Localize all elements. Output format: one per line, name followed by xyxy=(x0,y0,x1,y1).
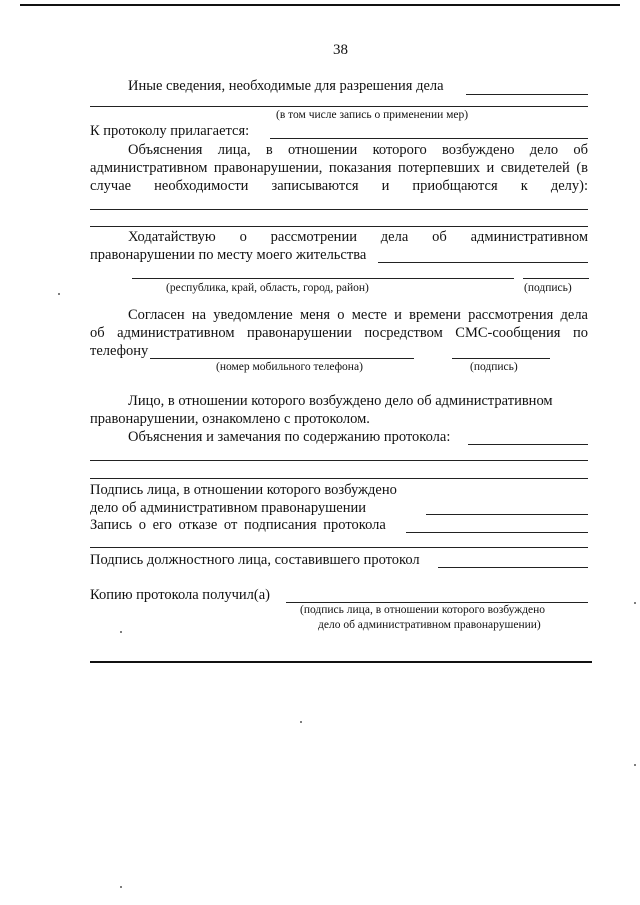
copy-received-label: Копию протокола получил(а) xyxy=(90,587,270,603)
familiarized-text-1: Лицо, в отношении которого возбуждено дело об административном xyxy=(128,393,553,409)
remarks-field-3 xyxy=(90,478,588,479)
scan-speck xyxy=(300,721,302,723)
other-info-caption: (в том числе запись о применении мер) xyxy=(276,109,469,121)
official-signature-label: Подпись должностного лица, составившего протокол xyxy=(90,552,420,568)
sms-phone-caption: (номер мобильного телефона) xyxy=(216,361,363,373)
petition-signature-caption: (подпись) xyxy=(524,282,572,294)
person-signature-label-1: Подпись лица, в отношении которого возбуждено xyxy=(90,482,397,498)
official-signature-field xyxy=(438,567,588,568)
refusal-field xyxy=(406,532,588,533)
scan-speck xyxy=(634,764,636,766)
attachments-label: К протоколу прилагается: xyxy=(90,123,250,139)
petition-text-2: правонарушении по месту моего жительства xyxy=(90,247,367,263)
top-scan-edge xyxy=(20,4,620,6)
sms-phone-field xyxy=(150,358,414,359)
petition-place-field xyxy=(132,278,514,279)
person-signature-label-2: дело об административном правонарушении xyxy=(90,500,367,516)
other-info-field-2 xyxy=(90,106,588,107)
sms-signature-field xyxy=(452,358,550,359)
attachments-text-1: Объяснения лица, в отношении которого возбуждено дело об xyxy=(128,142,588,158)
copy-received-caption-2: дело об административном правонарушении) xyxy=(318,619,541,631)
copy-received-field xyxy=(286,602,588,603)
sms-text-3: телефону xyxy=(90,343,149,359)
attachments-field-2 xyxy=(90,209,588,210)
remarks-field-2 xyxy=(90,460,588,461)
scan-speck xyxy=(120,631,122,633)
petition-signature-field xyxy=(523,278,589,279)
other-info-field xyxy=(466,94,588,95)
scan-speck xyxy=(634,602,636,604)
scan-speck xyxy=(120,886,122,888)
sms-text-1: Согласен на уведомление меня о месте и времени рассмотрения дела xyxy=(128,307,588,323)
other-info-label: Иные сведения, необходимые для разрешения дела xyxy=(128,78,444,94)
refusal-label: Запись о его отказе от подписания протокола xyxy=(90,517,386,533)
attachments-text-2: административном правонарушении, показания потерпевших и свидетелей (в xyxy=(90,160,588,176)
attachments-field-3 xyxy=(90,226,588,227)
page-number: 38 xyxy=(333,42,348,58)
closing-rule xyxy=(90,661,592,663)
refusal-field-2 xyxy=(90,547,588,548)
attachments-field xyxy=(270,138,588,139)
familiarized-text-3: Объяснения и замечания по содержанию протокола: xyxy=(128,429,451,445)
person-signature-field xyxy=(426,514,588,515)
petition-place-caption: (республика, край, область, город, район) xyxy=(166,282,369,294)
copy-received-caption-1: (подпись лица, в отношении которого возбуждено xyxy=(300,604,546,616)
petition-text-1: Ходатайствую о рассмотрении дела об административном xyxy=(128,229,588,245)
attachments-text-3: случае необходимости записываются и приобщаются к делу): xyxy=(90,178,588,194)
sms-text-2: об административном правонарушении посредством СМС-сообщения по xyxy=(90,325,588,341)
remarks-field xyxy=(468,444,588,445)
petition-field xyxy=(378,262,588,263)
sms-signature-caption: (подпись) xyxy=(470,361,518,373)
scan-speck xyxy=(58,293,60,295)
familiarized-text-2: правонарушении, ознакомлено с протоколом. xyxy=(90,411,370,427)
